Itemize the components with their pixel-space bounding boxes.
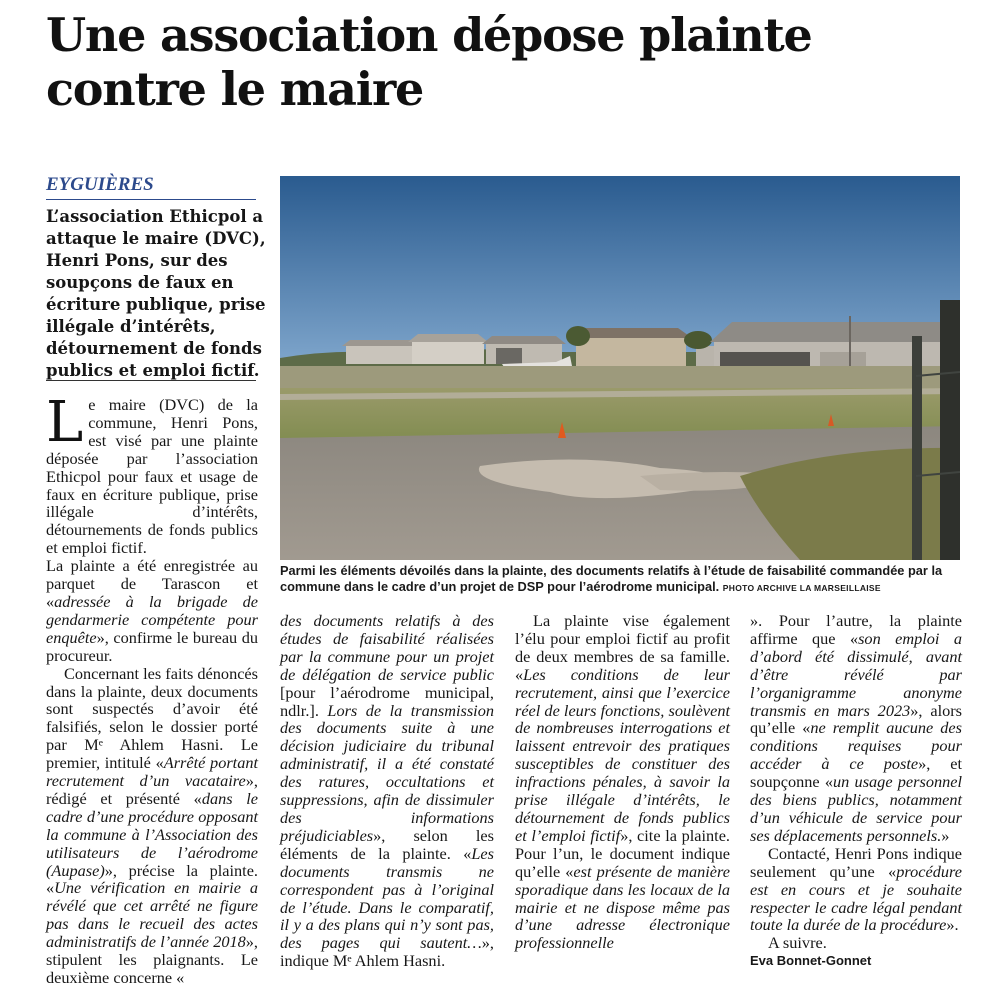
aerodrome-photo [280, 176, 960, 560]
article-column-1 [46, 390, 259, 987]
body-paragraph-2 [46, 557, 258, 664]
lead-paragraph: L’association Ethicpol a attaque le maire (DVC), Henri Pons, sur des soupçons de faux en écriture publique, prise illégale d’intérêts, détournement de fonds publics et emploi fictif. [46, 207, 266, 380]
body-text: » [941, 825, 950, 845]
body-text: La plainte a été enregistrée au parquet de Tarascon et « [46, 556, 258, 611]
body-text: ». Pour l’autre, la plainte affirme que « [750, 611, 962, 648]
body-text: Concernant les faits dénoncés dans la plainte, deux documents sont suspectés d’avoir été falsifiés, selon le dossier porté par Mᵉ Ahlem Hasni. Le premier, intitulé « [46, 663, 258, 773]
quote-text: des documents relatifs à des études de faisabilité réalisées par la commune pour un projet de délégation de service public [280, 611, 494, 684]
body-text: ». [946, 915, 959, 935]
quote-text: Arrêté portant recrutement d’un vacataire [46, 753, 259, 791]
body-paragraph-4 [515, 612, 730, 952]
quote-text: dans le cadre d’une procédure opposant la commune à l’Association des utilisateurs de l’aérodrome (Aupase) [46, 788, 259, 880]
headline: Une association dépose plainte contre le maire [46, 8, 812, 116]
quote-text: Les documents transmis ne correspondent pas à l’original de l’étude. Dans le comparatif, il y a des plans qui n’y sont pas, des pages qui sautent… [280, 843, 494, 953]
body-paragraph-5 [750, 845, 962, 935]
body-text: », alors qu’elle « [750, 700, 962, 738]
body-paragraph-4-cont [750, 612, 962, 845]
body-text: [pour l’aérodrome municipal, ndlr.]. [280, 682, 494, 720]
body-paragraph-6: A suivre. [768, 933, 827, 953]
body-text: Contacté, Henri Pons indique seulement qu’une « [750, 843, 962, 881]
quote-text: Lors de la transmission des documents suite à une décision judiciaire du tribunal administratif, il a été constaté des ratures, occultations et suppressions, afin de dissimuler des informations préjudiciables [280, 700, 494, 845]
quote-text: Les conditions de leur recrutement, ainsi que l’exercice réel de leurs fonctions, soulèvent de nombreuses interrogations et laissent entrevoir des pratiques susceptibles de constituer des infractions pénales, à savoir la prise illégale d’intérêts, le détournement de fonds publics et l’emploi fictif [515, 664, 730, 845]
article-photo [280, 176, 960, 560]
body-text: », stipulent les plaignants. Le deuxième concerne « [46, 932, 258, 987]
body-text: La plainte vise également l’élu pour emploi fictif au profit de deux membres de sa famille. « [515, 611, 730, 684]
quote-text: procédure est en cours et je souhaite respecter le cadre légal pendant toute la durée de la procédure [750, 861, 962, 935]
body-paragraph-3-cont [280, 612, 494, 970]
quote-text: est présente de manière sporadique dans les locaux de la mairie et ne dispose même pas d’une adresse électronique professionnelle [515, 861, 730, 953]
kicker-location: EYGUIÈRES [46, 174, 256, 200]
article-column-3 [515, 612, 730, 952]
article-column-2 [280, 612, 494, 970]
body-paragraph-3 [46, 665, 258, 987]
body-text: », indique Mᵉ Ahlem Hasni. [280, 933, 494, 971]
quote-text: Une vérification en mairie a révélé que cet arrêté ne figure pas dans le recueil des actes administratifs de l’année 2018 [46, 878, 258, 952]
photo-caption-text: Parmi les éléments dévoilés dans la plainte, des documents relatifs à l’étude de faisabilité commandée par la commune dans le cadre d’un projet de DSP pour l’aérodrome municipal. [280, 563, 943, 594]
photo-caption [280, 563, 960, 597]
quote-text: adressée à la brigade de gendarmerie compétente pour enquête [46, 591, 258, 647]
body-paragraph-1 [46, 390, 258, 558]
drop-cap: L [46, 390, 84, 455]
body-text: », et soupçonne « [750, 754, 963, 792]
body-text: e maire (DVC) de la commune, Henri Pons, est visé par une plainte déposée par l’association Ethicpol pour faux et usage de faux en écriture publique, prise illégale d’intérêts, détournements de fonds publics et emploi fictif. [46, 395, 258, 558]
body-text: », selon les éléments de la plainte. « [280, 825, 494, 863]
quote-text: un usage personnel des biens publics, notamment d’un véhicule de service pour ses déplacements personnels. [750, 772, 963, 845]
lead-divider [46, 380, 256, 381]
body-text: », précise la plainte. « [46, 860, 258, 898]
photo-credit: PHOTO ARCHIVE LA MARSEILLAISE [722, 582, 881, 593]
body-text: », rédigé et présenté « [46, 771, 258, 808]
quote-text: son emploi a d’abord été dissimulé, avant d’être révélé par l’organigramme anonyme transmis en mars 2023 [750, 628, 962, 720]
body-text: », cite la plainte. Pour l’un, le document indique qu’elle « [515, 825, 731, 881]
author-byline: Eva Bonnet-Gonnet [750, 953, 872, 969]
body-text: », confirme le bureau du procureur. [46, 627, 258, 665]
article-column-4 [750, 612, 962, 970]
quote-text: ne remplit aucune des conditions requises pour accéder à ce poste [750, 718, 962, 774]
